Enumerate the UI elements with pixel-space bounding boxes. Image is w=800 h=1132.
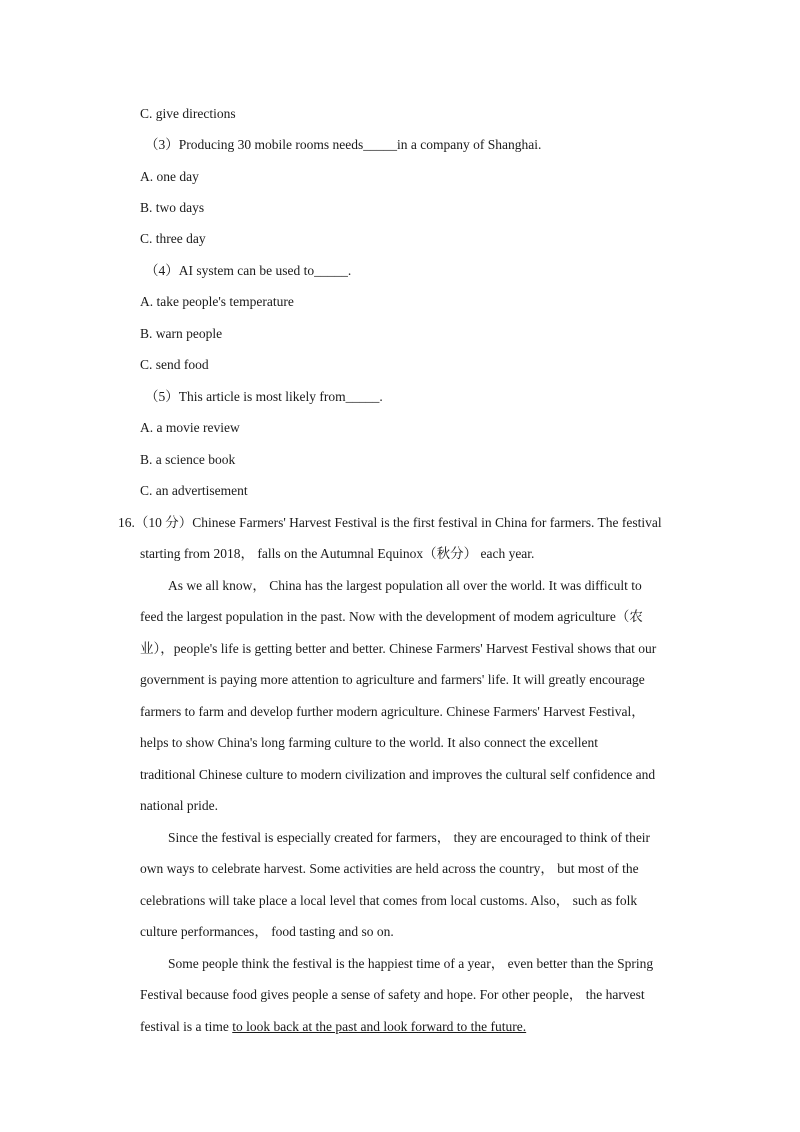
question-5-stem: （5）This article is most likely from_____. [145, 389, 383, 404]
passage-p2-line: culture performances， food tasting and so on. [140, 924, 394, 939]
passage-p1-line: 业），people's life is getting better and better. Chinese Farmers' Harvest Festival shows that our [140, 641, 657, 656]
passage-p1-line: government is paying more attention to agriculture and farmers' life. It will greatly encourage [140, 672, 645, 687]
passage-p1-line: As we all know， China has the largest population all over the world. It was difficult to [168, 578, 642, 593]
passage-p1-line: helps to show China's long farming culture to the world. It also connect the excellent [140, 735, 598, 750]
q4-option-b: B. warn people [140, 326, 223, 341]
q3-option-b: B. two days [140, 200, 205, 215]
q4-option-a: A. take people's temperature [140, 294, 294, 309]
passage-p1-line: farmers to farm and develop further modern agriculture. Chinese Farmers' Harvest Festival， [140, 704, 645, 719]
q5-option-b: B. a science book [140, 452, 236, 467]
passage-p1-line: traditional Chinese culture to modern civilization and improves the cultural self confidence and [140, 767, 656, 782]
passage-p3-last-line [140, 1019, 526, 1035]
q3-option-c: C. three day [140, 231, 206, 246]
passage-p1-line: feed the largest population in the past. Now with the development of modem agriculture（农 [140, 609, 643, 624]
question-16-header-cont: starting from 2018， falls on the Autumnal Equinox（秋分） each year. [140, 546, 535, 561]
q5-option-a: A. a movie review [140, 420, 240, 435]
passage-p1-line: national pride. [140, 798, 218, 813]
passage-p2-line: own ways to celebrate harvest. Some activities are held across the country， but most of the [140, 861, 639, 876]
underlined-phrase: to look back at the past and look forward to the future. [232, 1019, 527, 1034]
passage-p3-line: Festival because food gives people a sense of safety and hope. For other people， the harvest [140, 987, 645, 1002]
passage-p2-line: Since the festival is especially created for farmers， they are encouraged to think of their [168, 830, 651, 845]
question-16-header: 16.（10 分）Chinese Farmers' Harvest Festival is the first festival in China for farmers. The festival [118, 515, 662, 530]
q3-option-a: A. one day [140, 169, 199, 184]
passage-p3-plain-text: festival is a time [140, 1019, 233, 1034]
option-c-give-directions: C. give directions [140, 106, 236, 121]
passage-p2-line: celebrations will take place a local level that comes from local customs. Also， such as folk [140, 893, 638, 908]
question-4-stem: （4）AI system can be used to_____. [145, 263, 352, 278]
q5-option-c: C. an advertisement [140, 483, 248, 498]
passage-p3-line: Some people think the festival is the happiest time of a year， even better than the Spring [168, 956, 654, 971]
question-3-stem: （3）Producing 30 mobile rooms needs_____in a company of Shanghai. [145, 137, 542, 152]
q4-option-c: C. send food [140, 357, 209, 372]
